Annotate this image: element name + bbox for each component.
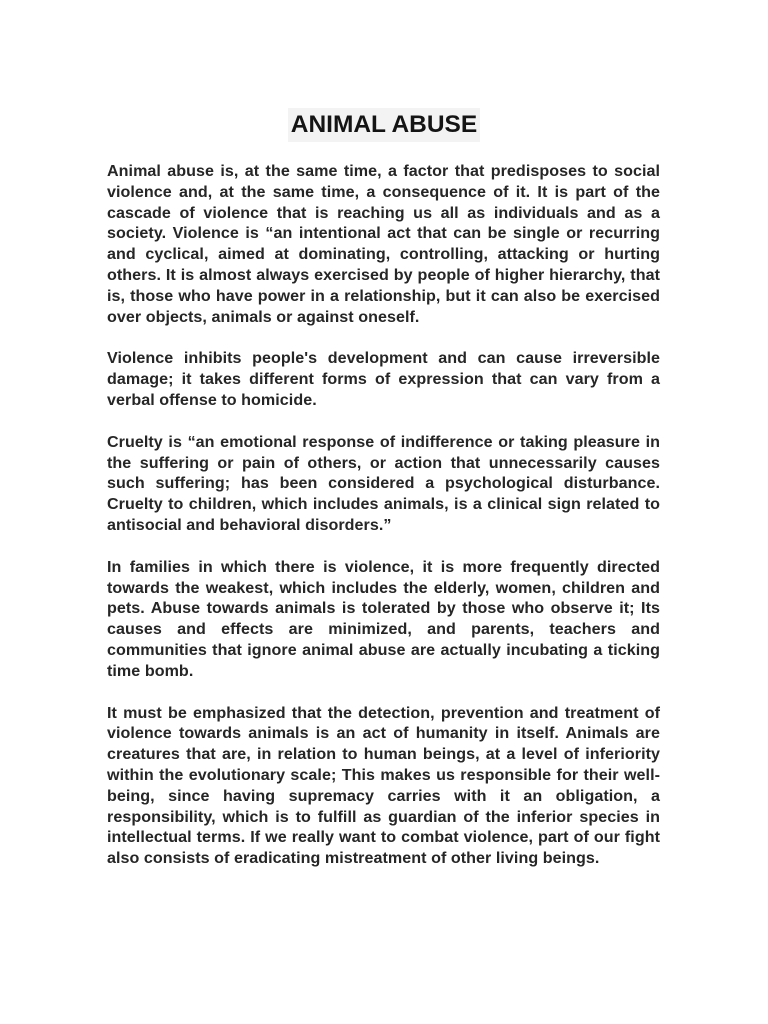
paragraph-3: Cruelty is “an emotional response of indifference or taking pleasure in the suffering or pain of others, or action that unnecessarily causes such suffering; has been considered a psychological disturbance. Cruelty to children, which includes animals, is a clinical sign related to antisocial and behavioral disorders.”	[107, 432, 660, 534]
title-container	[0, 108, 768, 142]
document-body	[107, 161, 660, 869]
document-title: ANIMAL ABUSE	[288, 108, 480, 142]
paragraph-4: In families in which there is violence, it is more frequently directed towards the weakest, which includes the elderly, women, children and pets. Abuse towards animals is tolerated by those who observe it; Its causes and effects are minimized, and parents, teachers and communities that ignore animal abuse are actually incubating a ticking time bomb.	[107, 557, 660, 680]
paragraph-1: Animal abuse is, at the same time, a factor that predisposes to social violence and, at the same time, a consequence of it. It is part of the cascade of violence that is reaching us all as individuals and as a society. Violence is “an intentional act that can be single or recurring and cyclical, aimed at dominating, controlling, attacking or hurting others. It is almost always exercised by people of higher hierarchy, that is, those who have power in a relationship, but it can also be exercised over objects, animals or against oneself.	[107, 162, 660, 326]
paragraph-5: It must be emphasized that the detection, prevention and treatment of violence towards animals is an act of humanity in itself. Animals are creatures that are, in relation to human beings, at a level of inferiority within the evolutionary scale; This makes us responsible for their well-being, since having supremacy carries with it an obligation, a responsibility, which is to fulfill as guardian of the inferior species in intellectual terms. If we really want to combat violence, part of our fight also consists of eradicating mistreatment of other living beings.	[107, 703, 660, 868]
paragraph-2: Violence inhibits people's development and can cause irreversible damage; it takes different forms of expression that can vary from a verbal offense to homicide.	[107, 349, 660, 409]
